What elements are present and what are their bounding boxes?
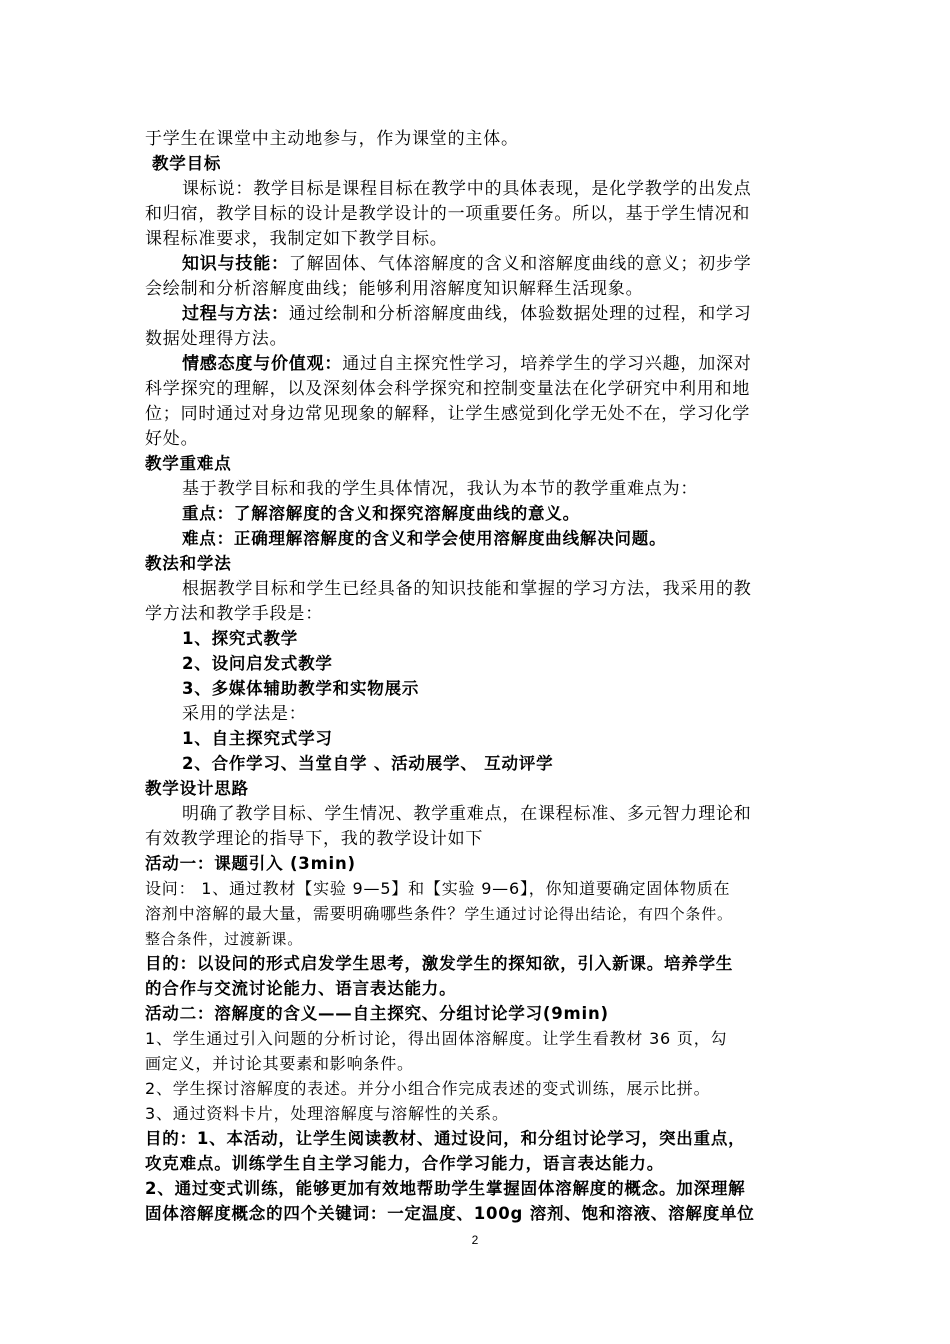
text-line: 科学探究的理解，以及深刻体会科学探究和控制变量法在化学研究中利用和地 bbox=[145, 379, 751, 399]
text-line bbox=[182, 302, 844, 326]
text-line: 设问： 1、通过教材【实验 9—5】和【实验 9—6】，你知道要确定固体物质在 bbox=[145, 879, 731, 898]
text-line: 于学生在课堂中主动地参与，作为课堂的主体。 bbox=[145, 129, 519, 149]
key-point-line: 重点：了解溶解度的含义和探究溶解度曲线的意义。 bbox=[182, 504, 580, 523]
activity-one-heading: 活动一：课题引入 (3min) bbox=[145, 854, 356, 873]
activity-two-heading: 活动二：溶解度的含义——自主探究、分组讨论学习(9min) bbox=[145, 1004, 609, 1023]
text-line: 有效教学理论的指导下，我的教学设计如下 bbox=[145, 829, 484, 849]
page-number: 2 bbox=[471, 1233, 479, 1247]
text-line: 根据教学目标和学生已经具备的知识技能和掌握的学习方法，我采用的教 bbox=[182, 579, 752, 599]
text-line: 会绘制和分析溶解度曲线；能够利用溶解度知识解释生活现象。 bbox=[145, 279, 644, 299]
text-line: 2、学生探讨溶解度的表述。并分小组合作完成表述的变式训练，展示比拼。 bbox=[145, 1079, 711, 1098]
text-line bbox=[145, 902, 807, 926]
purpose-line: 固体溶解度概念的四个关键词：一定温度、100g 溶剂、饱和溶液、溶解度单位 bbox=[145, 1204, 755, 1223]
purpose-line: 2、通过变式训练，能够更加有效地帮助学生掌握固体溶解度的概念。加深理解 bbox=[145, 1179, 746, 1198]
inline-text: 通过绘制和分析溶解度曲线，体验数据处理的过程，和学习 bbox=[288, 304, 752, 324]
section-heading-key-points: 教学重难点 bbox=[145, 454, 232, 473]
list-item: 2、合作学习、当堂自学 、活动展学、 互动评学 bbox=[182, 754, 554, 773]
purpose-line: 的合作与交流讨论能力、语言表达能力。 bbox=[145, 979, 457, 998]
text-line: 整合条件，过渡新课。 bbox=[145, 930, 304, 948]
inline-text: 通过自主探究性学习，培养学生的学习兴趣，加深对 bbox=[342, 354, 752, 374]
purpose-line: 目的：1、本活动，让学生阅读教材、通过设问，和分组讨论学习，突出重点， bbox=[145, 1129, 746, 1148]
text-line: 明确了教学目标、学生情况、教学重难点，在课程标准、多元智力理论和 bbox=[182, 804, 752, 824]
text-line: 3、通过资料卡片，处理溶解度与溶解性的关系。 bbox=[145, 1104, 509, 1123]
text-line: 课程标准要求，我制定如下教学目标。 bbox=[145, 229, 448, 249]
text-line: 1、学生通过引入问题的分析讨论，得出固体溶解度。让学生看教材 36 页，勾 bbox=[145, 1029, 728, 1048]
section-heading-design: 教学设计思路 bbox=[145, 779, 249, 798]
inline-text: 溶剂中溶解的最大量，需要明确哪些条件？ bbox=[145, 904, 465, 923]
list-item: 1、探究式教学 bbox=[182, 629, 299, 648]
text-line: 课标说：教学目标是课程目标在教学中的具体表现，是化学教学的出发点 bbox=[182, 179, 752, 199]
section-heading-teaching-goals: 教学目标 bbox=[152, 154, 222, 173]
difficulty-line: 难点：正确理解溶解度的含义和学会使用溶解度曲线解决问题。 bbox=[182, 529, 667, 548]
text-line: 学方法和教学手段是： bbox=[145, 604, 323, 624]
list-item: 3、多媒体辅助教学和实物展示 bbox=[182, 679, 420, 698]
list-item: 1、自主探究式学习 bbox=[182, 729, 333, 748]
text-line: 和归宿，教学目标的设计是教学设计的一项重要任务。所以，基于学生情况和 bbox=[145, 204, 751, 224]
inline-label: 情感态度与价值观： bbox=[182, 354, 343, 374]
list-item: 2、设问启发式教学 bbox=[182, 654, 333, 673]
inline-label: 知识与技能： bbox=[182, 254, 289, 274]
text-line: 画定义，并讨论其要素和影响条件。 bbox=[145, 1054, 414, 1073]
purpose-line: 攻克难点。训练学生自主学习能力，合作学习能力，语言表达能力。 bbox=[145, 1154, 664, 1173]
inline-text: 学生通过讨论得出结论，有四个条件。 bbox=[464, 905, 733, 923]
section-heading-methods: 教法和学法 bbox=[145, 554, 232, 573]
text-line: 位；同时通过对身边常见现象的解释，让学生感觉到化学无处不在，学习化学 bbox=[145, 404, 751, 424]
text-line bbox=[182, 252, 844, 276]
text-line: 好处。 bbox=[145, 429, 199, 449]
purpose-line: 目的：以设问的形式启发学生思考，激发学生的探知欲，引入新课。培养学生 bbox=[145, 954, 734, 973]
inline-text: 了解固体、气体溶解度的含义和溶解度曲线的意义；初步学 bbox=[288, 254, 752, 274]
text-line: 基于教学目标和我的学生具体情况，我认为本节的教学重难点为： bbox=[182, 479, 699, 499]
inline-label: 过程与方法： bbox=[182, 304, 289, 324]
text-line bbox=[182, 352, 844, 376]
text-line: 采用的学法是： bbox=[182, 704, 307, 724]
text-line: 数据处理得方法。 bbox=[145, 329, 288, 349]
